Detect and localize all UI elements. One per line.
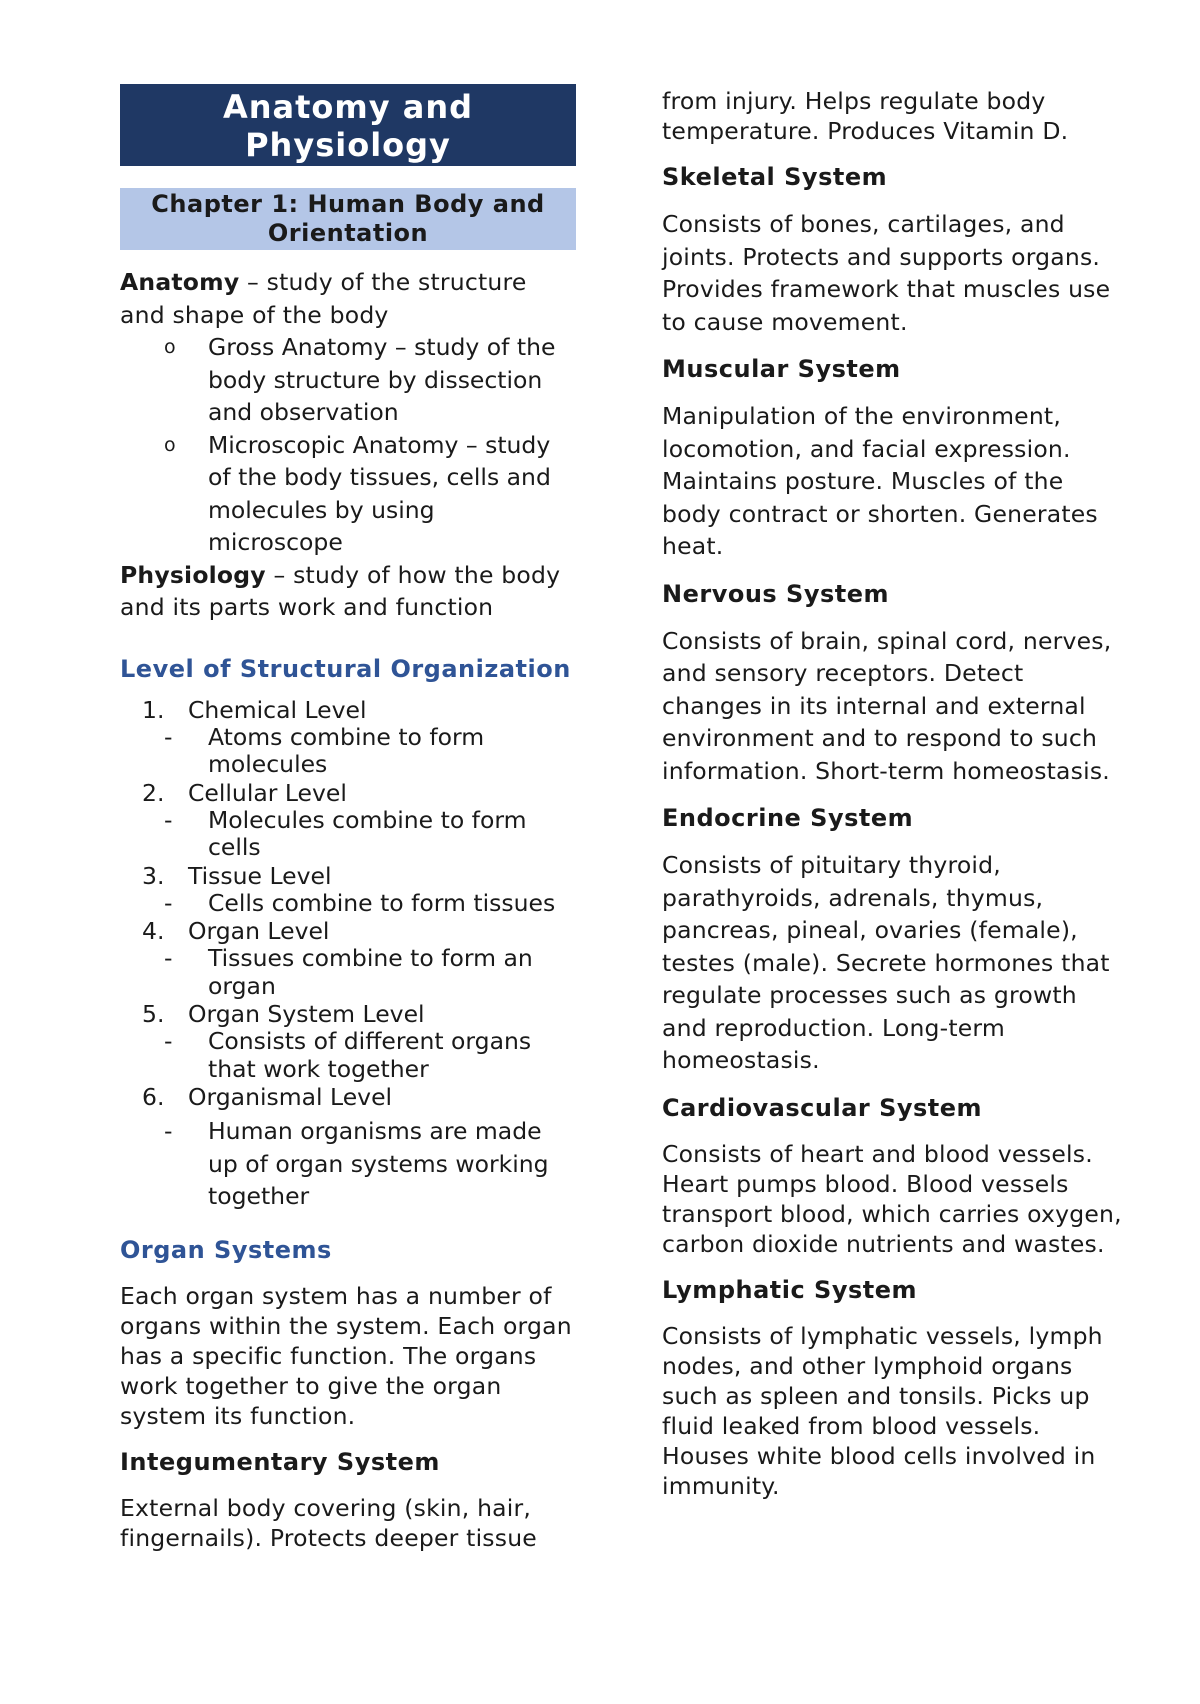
anatomy-definition xyxy=(120,266,576,331)
levels-list xyxy=(120,696,576,1213)
list-item xyxy=(164,429,576,559)
level-number: 4. xyxy=(142,917,165,945)
list-item xyxy=(120,917,576,945)
level-description: Cells combine to form tissues xyxy=(208,888,556,917)
physiology-definition-text: – study of how the body and its parts work and function xyxy=(120,560,561,621)
list-item xyxy=(164,331,576,429)
physiology-term: Physiology xyxy=(120,560,266,589)
list-item xyxy=(120,724,576,779)
dash-bullet-icon: - xyxy=(164,1117,173,1145)
list-item xyxy=(120,862,576,890)
levels-heading: Level of Structural Organization xyxy=(120,654,571,683)
list-item xyxy=(120,890,576,918)
list-item xyxy=(120,1000,576,1028)
nervous-heading: Nervous System xyxy=(662,579,890,608)
list-item xyxy=(120,945,576,1000)
organ-systems-intro: Each organ system has a number of organs within the system. Each organ has a specific function. The organs work together to give the organ system its function. xyxy=(120,1281,572,1430)
level-number: 2. xyxy=(142,778,165,807)
integumentary-text-continued: from injury. Helps regulate body temperature. Produces Vitamin D. xyxy=(662,87,1069,145)
cardiovascular-heading: Cardiovascular System xyxy=(662,1093,983,1122)
level-number: 5. xyxy=(142,1000,165,1028)
level-description: Atoms combine to form molecules xyxy=(208,722,485,778)
list-item xyxy=(120,1115,576,1213)
nervous-text: Consists of brain, spinal cord, nerves, and sensory receptors. Detect changes in its internal and external environment and to respond to such information. Short-term homeostasis. xyxy=(662,626,1112,785)
dash-bullet-icon: - xyxy=(164,888,173,917)
right-column xyxy=(662,86,1122,1501)
skeletal-text: Consists of bones, cartilages, and joints. Protects and supports organs. Provides framework that muscles use to cause movement. xyxy=(662,210,1111,336)
list-item xyxy=(120,1028,576,1083)
level-name: Organismal Level xyxy=(188,1083,393,1111)
skeletal-heading: Skeletal System xyxy=(662,163,888,191)
gross-anatomy-text: Gross Anatomy – study of the body structure by dissection and observation xyxy=(208,333,556,426)
chapter-heading: Chapter 1: Human Body and Orientation xyxy=(120,188,576,250)
level-name: Organ System Level xyxy=(188,1000,425,1028)
level-description: Molecules combine to form cells xyxy=(208,805,527,861)
dash-bullet-icon: - xyxy=(164,722,173,751)
level-name: Organ Level xyxy=(188,917,330,945)
endocrine-text: Consists of pituitary thyroid, parathyroids, adrenals, thymus, pancreas, pineal, ovaries (female), testes (male). Secrete hormones that regulate processes such as growth and reproduction. Long-term homeostasis. xyxy=(662,851,1110,1074)
dash-bullet-icon: - xyxy=(164,805,173,834)
level-description: Tissues combine to form an organ xyxy=(208,944,533,1000)
muscular-heading: Muscular System xyxy=(662,355,901,383)
anatomy-subtypes xyxy=(120,331,576,559)
microscopic-anatomy-text: Microscopic Anatomy – study of the body tissues, cells and molecules by using microscope xyxy=(208,430,551,556)
level-number: 6. xyxy=(142,1083,165,1111)
lymphatic-text: Consists of lymphatic vessels, lymph nodes, and other lymphoid organs such as spleen and tonsils. Picks up fluid leaked from blood vessels. Houses white blood cells involved in immunity. xyxy=(662,1321,1103,1500)
endocrine-heading: Endocrine System xyxy=(662,804,914,832)
level-number: 3. xyxy=(142,861,165,890)
level-description: Consists of different organs that work together xyxy=(208,1027,532,1083)
physiology-definition xyxy=(120,559,576,624)
integumentary-heading: Integumentary System xyxy=(120,1447,440,1476)
list-item xyxy=(120,779,576,807)
anatomy-term: Anatomy xyxy=(120,268,240,296)
level-description: Human organisms are made up of organ systems working together xyxy=(208,1117,549,1210)
document-title: Anatomy and Physiology xyxy=(120,84,576,166)
level-name: Tissue Level xyxy=(188,861,332,890)
integumentary-text: External body covering (skin, hair, fingernails). Protects deeper tissue xyxy=(120,1493,537,1552)
circle-bullet-icon: o xyxy=(164,336,176,358)
level-name: Cellular Level xyxy=(188,778,347,807)
lymphatic-heading: Lymphatic System xyxy=(662,1275,918,1304)
list-item xyxy=(120,1083,576,1111)
dash-bullet-icon: - xyxy=(164,1027,173,1055)
anatomy-definition-text: – study of the structure and shape of the body xyxy=(120,268,527,329)
left-column xyxy=(120,84,576,1553)
muscular-text: Manipulation of the environment, locomotion, and facial expression. Maintains posture. Muscles of the body contract or shorten. Generates heat. xyxy=(662,402,1098,560)
level-number: 1. xyxy=(142,695,165,724)
dash-bullet-icon: - xyxy=(164,944,173,972)
level-name: Chemical Level xyxy=(188,695,367,724)
list-item xyxy=(120,807,576,862)
cardiovascular-text: Consists of heart and blood vessels. Heart pumps blood. Blood vessels transport blood, which carries oxygen, carbon dioxide nutrients and wastes. xyxy=(662,1139,1122,1258)
organ-systems-heading: Organ Systems xyxy=(120,1235,332,1264)
circle-bullet-icon: o xyxy=(164,433,176,456)
list-item xyxy=(120,696,576,724)
